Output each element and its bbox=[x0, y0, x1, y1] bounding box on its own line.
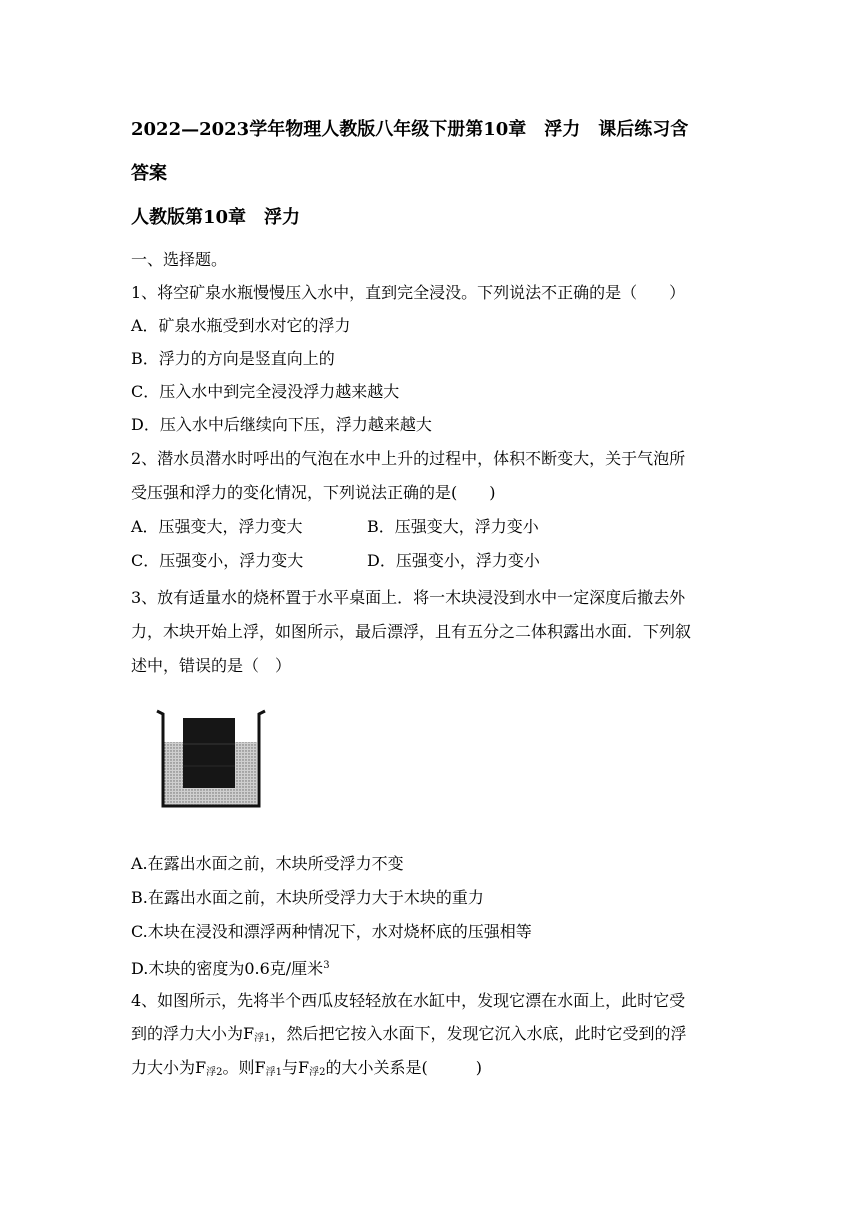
wood-block bbox=[183, 718, 235, 788]
question-3-option-d bbox=[131, 955, 330, 980]
question-4-stem-line-3 bbox=[131, 1057, 482, 1084]
q4-subscript-3: 浮1 bbox=[265, 1067, 282, 1078]
question-2-option-b: B．压强变大，浮力变小 bbox=[367, 517, 539, 536]
q4-text-a: 到的浮力大小为F bbox=[131, 1024, 255, 1043]
chapter-heading: 人教版第10章 浮力 bbox=[131, 207, 301, 228]
section-heading: 一、选择题。 bbox=[131, 250, 228, 269]
question-2-option-c: C．压强变小，浮力变大 bbox=[131, 551, 304, 570]
q4-text-b: ，然后把它按入水面下，发现它沉入水底，此时它受到的浮 bbox=[270, 1024, 687, 1043]
q4-subscript-4: 浮2 bbox=[309, 1067, 326, 1078]
question-3-stem-continued: 力，木块开始上浮，如图所示，最后漂浮，且有五分之二体积露出水面．下列叙 bbox=[131, 622, 692, 641]
q4-text-f: 的大小关系是( ) bbox=[325, 1058, 482, 1077]
q4-subscript-2: 浮2 bbox=[206, 1067, 223, 1078]
question-3-option-d-text: D.木块的密度为0.6克/厘米 bbox=[131, 959, 324, 978]
question-1-option-a: A．矿泉水瓶受到水对它的浮力 bbox=[131, 316, 351, 335]
question-2-options-row-1 bbox=[131, 516, 303, 538]
page-title: 2022—2023学年物理人教版八年级下册第10章 浮力 课后练习含 bbox=[131, 119, 689, 140]
q4-subscript: 浮1 bbox=[254, 1033, 271, 1044]
question-3-option-c: C.木块在浸没和漂浮两种情况下，水对烧杯底的压强相等 bbox=[131, 922, 532, 941]
question-2-stem-continued: 受压强和浮力的变化情况，下列说法正确的是( ) bbox=[131, 483, 496, 502]
question-4-stem: 4、如图所示，先将半个西瓜皮轻轻放在水缸中，发现它漂在水面上，此时它受 bbox=[131, 991, 686, 1010]
question-2-option-d: D．压强变小，浮力变小 bbox=[367, 551, 540, 570]
question-1-stem: 1、将空矿泉水瓶慢慢压入水中，直到完全浸没。下列说法不正确的是（ ） bbox=[131, 283, 686, 302]
question-2-stem: 2、潜水员潜水时呼出的气泡在水中上升的过程中，体积不断变大，关于气泡所 bbox=[131, 449, 686, 468]
cubic-superscript: 3 bbox=[323, 960, 330, 971]
question-2-option-a: A．压强变大，浮力变大 bbox=[131, 517, 303, 536]
question-3-stem-end: 述中，错误的是（ ） bbox=[131, 656, 292, 675]
q4-text-c: 力大小为F bbox=[131, 1058, 207, 1077]
question-1-option-c: C．压入水中到完全浸没浮力越来越大 bbox=[131, 382, 400, 401]
q4-text-d: 。则F bbox=[222, 1058, 266, 1077]
question-3-option-a: A.在露出水面之前，木块所受浮力不变 bbox=[131, 854, 404, 873]
question-3-option-b: B.在露出水面之前，木块所受浮力大于木块的重力 bbox=[131, 888, 484, 907]
question-3-stem: 3、放有适量水的烧杯置于水平桌面上．将一木块浸没到水中一定深度后撤去外 bbox=[131, 588, 686, 607]
page-title-continued: 答案 bbox=[131, 163, 167, 184]
question-1-option-d: D．压入水中后继续向下压，浮力越来越大 bbox=[131, 415, 432, 434]
q4-text-e: 与F bbox=[281, 1058, 310, 1077]
beaker-with-wood-block-figure bbox=[155, 708, 267, 812]
question-1-option-b: B．浮力的方向是竖直向上的 bbox=[131, 349, 335, 368]
question-4-stem-line-2 bbox=[131, 1023, 687, 1050]
